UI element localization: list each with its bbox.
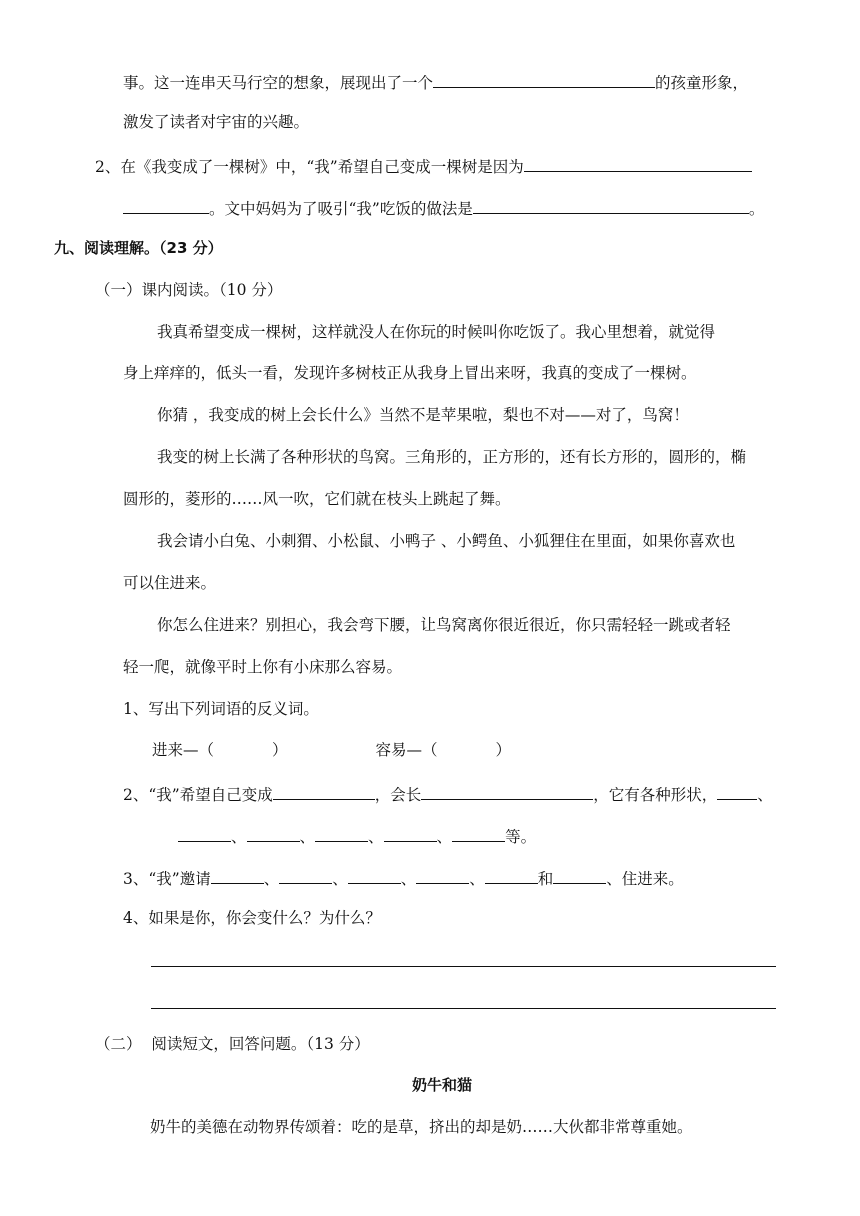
blank-child-image[interactable] bbox=[433, 70, 655, 88]
passage-line: 你怎么住进来？别担心，我会弯下腰，让鸟窝离你很近很近，你只需轻轻一跳或者轻 bbox=[157, 616, 731, 634]
blank-animal-2[interactable] bbox=[279, 866, 332, 884]
antonym-row: 进来—（ ） 容易—（ ） bbox=[152, 741, 512, 759]
blank-become[interactable] bbox=[273, 782, 375, 800]
question-3: 3、“我”邀请 、 、 、 、 和 、住进来。 bbox=[123, 866, 684, 890]
question-4: 4、如果是你，你会变什么？为什么？ bbox=[123, 909, 381, 927]
question-2-line-b: 。文中妈妈为了吸引“我”吃饭的做法是 。 bbox=[123, 196, 764, 220]
part-2-heading: （二） 阅读短文，回答问题。（13 分） bbox=[95, 1035, 370, 1053]
passage-line: 我变的树上长满了各种形状的鸟窝。三角形的，正方形的，还有长方形的，圆形的，椭 bbox=[157, 448, 747, 466]
blank-animal-5[interactable] bbox=[485, 866, 538, 884]
passage-line: 身上痒痒的，低头一看，发现许多树枝正从我身上冒出来呀，我真的变成了一棵树。 bbox=[123, 364, 697, 382]
blank-animal-1[interactable] bbox=[211, 866, 264, 884]
answer-line-2[interactable] bbox=[151, 1008, 776, 1009]
blank-shape-6[interactable] bbox=[452, 824, 505, 842]
blank-mom-method[interactable] bbox=[473, 196, 749, 214]
passage-line: 轻一爬，就像平时上你有小床那么容易。 bbox=[123, 658, 403, 676]
blank-animal-3[interactable] bbox=[348, 866, 401, 884]
answer-line-1[interactable] bbox=[151, 966, 776, 967]
blank-animal-6[interactable] bbox=[553, 866, 606, 884]
blank-shape-1[interactable] bbox=[717, 782, 757, 800]
passage-line: 你猜 ，我变成的树上会长什么》当然不是苹果啦，梨也不对——对了，鸟窝！ bbox=[157, 406, 689, 424]
blank-reason-cont[interactable] bbox=[123, 196, 209, 214]
passage-line: 我真希望变成一棵树，这样就没人在你玩的时候叫你吃饭了。我心里想着，就觉得 bbox=[157, 323, 716, 341]
fill-line-1: 事。这一连串天马行空的想象，展现出了一个 的孩童形象， bbox=[123, 70, 748, 94]
question-1: 1、写出下列词语的反义词。 bbox=[123, 700, 319, 718]
text-line-2: 激发了读者对宇宙的兴趣。 bbox=[123, 113, 310, 131]
passage-line: 我会请小白兔、小刺猬、小松鼠、小鸭子 、小鳄鱼、小狐狸住在里面，如果你喜欢也 bbox=[157, 532, 736, 550]
blank-grow[interactable] bbox=[421, 782, 593, 800]
blank-shape-5[interactable] bbox=[384, 824, 437, 842]
section-9-heading: 九、阅读理解。（23 分） bbox=[54, 239, 223, 257]
blank-shape-2[interactable] bbox=[178, 824, 231, 842]
question-2-shapes: 、 、 、 、 等。 bbox=[178, 824, 536, 848]
part-1-heading: （一）课内阅读。（10 分） bbox=[95, 281, 283, 299]
question-2: 2、“我”希望自己变成 ，会长 ，它有各种形状， 、 bbox=[123, 782, 773, 806]
question-2-line-a: 2、在《我变成了一棵树》中，“我”希望自己变成一棵树是因为 bbox=[95, 154, 752, 178]
blank-reason[interactable] bbox=[524, 154, 752, 172]
passage-line: 可以住进来。 bbox=[123, 574, 217, 592]
blank-animal-4[interactable] bbox=[416, 866, 469, 884]
passage-title: 奶牛和猫 bbox=[412, 1076, 473, 1094]
blank-shape-3[interactable] bbox=[247, 824, 300, 842]
passage-line: 奶牛的美德在动物界传颂着：吃的是草，挤出的却是奶……大伙都非常尊重她。 bbox=[150, 1118, 693, 1136]
passage-line: 圆形的，菱形的……风一吹，它们就在枝头上跳起了舞。 bbox=[123, 490, 511, 508]
blank-shape-4[interactable] bbox=[315, 824, 368, 842]
